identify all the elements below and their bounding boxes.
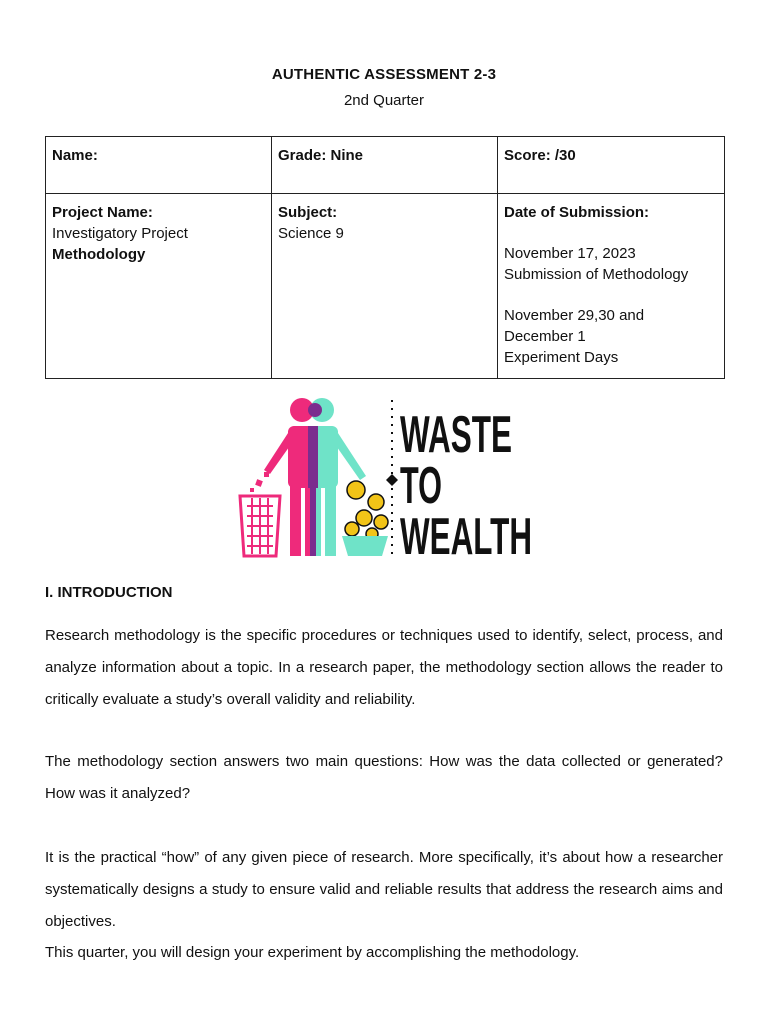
logo-text-line3: WEALTH bbox=[400, 508, 532, 566]
date-label: Date of Submission: bbox=[504, 204, 650, 221]
project-cell bbox=[46, 194, 272, 379]
logo-text-line2: TO bbox=[400, 457, 442, 515]
date1-desc: Submission of Methodology bbox=[504, 266, 689, 283]
project-value-bold: Methodology bbox=[52, 246, 146, 263]
name-cell bbox=[46, 137, 272, 194]
intro-paragraph-1: Research methodology is the specific procedures or techniques used to identify, select, process, and analyze information about a topic. In a research paper, the methodology section allows the reader to critically evaluate a study’s overall validity and reliability. bbox=[45, 627, 723, 708]
introduction-heading: I. INTRODUCTION bbox=[45, 584, 173, 601]
score-label: Score: /30 bbox=[504, 147, 576, 164]
intro-paragraph-2: The methodology section answers two main questions: How was the data collected or generated? How was it analyzed? bbox=[45, 753, 723, 802]
subject-cell bbox=[272, 194, 498, 379]
date2-line2: December 1 bbox=[504, 328, 586, 345]
logo-graphic bbox=[236, 396, 536, 566]
person-pink-icon bbox=[264, 398, 322, 556]
sparkle-icon bbox=[386, 474, 398, 486]
table-row bbox=[46, 194, 725, 379]
date2-line1: November 29,30 and bbox=[504, 307, 645, 324]
document-subtitle: 2nd Quarter bbox=[343, 92, 425, 109]
project-value: Investigatory Project bbox=[52, 225, 188, 242]
intro-paragraph-3: It is the practical “how” of any given piece of research. More specifically, it’s about how a researcher systematically designs a study to ensure valid and reliable results that address the research aims and objectives. bbox=[45, 849, 723, 930]
subject-value: Science 9 bbox=[278, 225, 344, 242]
table-row bbox=[46, 137, 725, 194]
subject-label: Subject: bbox=[278, 204, 338, 221]
date-cell bbox=[498, 194, 725, 379]
info-table bbox=[45, 136, 725, 379]
trash-bin-icon bbox=[240, 472, 280, 556]
document-title: AUTHENTIC ASSESSMENT 2-3 bbox=[271, 66, 497, 83]
date2-desc: Experiment Days bbox=[504, 349, 619, 366]
name-label: Name: bbox=[52, 147, 98, 164]
date1: November 17, 2023 bbox=[504, 245, 636, 262]
grade-cell bbox=[272, 137, 498, 194]
grade-label: Grade: Nine bbox=[278, 147, 364, 164]
coins-icon bbox=[342, 481, 388, 556]
score-cell bbox=[498, 137, 725, 194]
waste-to-wealth-logo bbox=[236, 396, 536, 566]
intro-paragraph-4: This quarter, you will design your experiment by accomplishing the methodology. bbox=[45, 944, 580, 961]
project-label: Project Name: bbox=[52, 204, 153, 221]
logo-text-line1: WASTE bbox=[400, 406, 512, 464]
